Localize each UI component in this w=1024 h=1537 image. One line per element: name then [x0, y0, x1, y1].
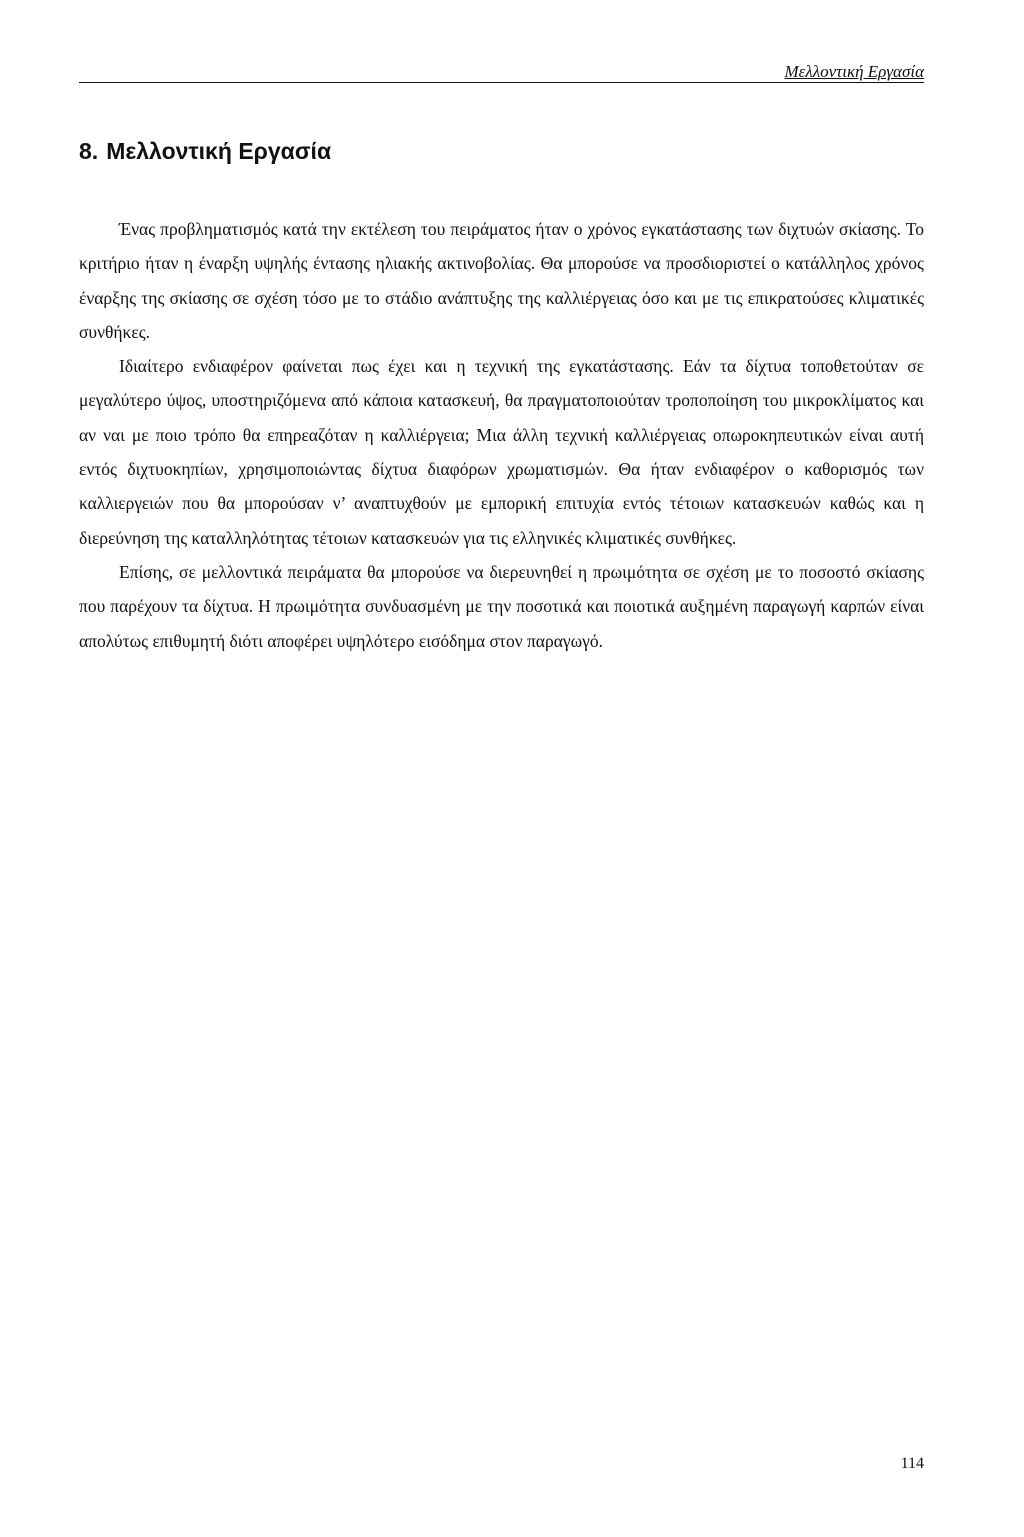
running-header — [79, 62, 924, 83]
paragraph-2: Ιδιαίτερο ενδιαφέρον φαίνεται πως έχει και η τεχνική της εγκατάστασης. Εάν τα δίχτυα τοποθετούταν σε μεγαλύτερο ύψος, υποστηριζόμενα από κάποια κατασκευή, θα πραγματοποιούταν τροποποίηση του μικροκλίματος και αν ναι με ποιο τρόπο θα επηρεαζόταν η καλλιέργεια; Μια άλλη τεχνική καλλιέργειας οπωροκηπευτικών είναι αυτή εντός διχτυοκηπίων, χρησιμοποιώντας δίχτυα διαφόρων χρωματισμών. Θα ήταν ενδιαφέρον ο καθορισμός των καλλιεργειών που θα μπορούσαν ν’ αναπτυχθούν με εμπορική επιτυχία εντός τέτοιων κατασκευών καθώς και η διερεύνηση της καταλληλότητας τέτοιων κατασκευών για τις ελληνικές κλιματικές συνθήκες. — [79, 356, 924, 548]
running-header-title: Μελλοντική Εργασία — [784, 62, 924, 81]
paragraph-1: Ένας προβληματισμός κατά την εκτέλεση του πειράματος ήταν ο χρόνος εγκατάστασης των διχτυών σκίασης. Το κριτήριο ήταν η έναρξη υψηλής έντασης ηλιακής ακτινοβολίας. Θα μπορούσε να προσδιοριστεί ο κατάλληλος χρόνος έναρξης της σκίασης σε σχέση τόσο με το στάδιο ανάπτυξης της καλλιέργειας όσο και με τις επικρατούσες κλιματικές συνθήκες. — [79, 219, 924, 342]
paragraph-3: Επίσης, σε μελλοντικά πειράματα θα μπορούσε να διερευνηθεί η πρωιμότητα σε σχέση με το ποσοστό σκίασης που παρέχουν τα δίχτυα. Η πρωιμότητα συνδυασμένη με την ποσοτικά και ποιοτικά αυξημένη παραγωγή καρπών είναι απολύτως επιθυμητή διότι αποφέρει υψηλότερο εισόδημα στον παραγωγό. — [79, 561, 924, 651]
section-title-text: Μελλοντική Εργασία — [106, 138, 332, 164]
section-title — [79, 136, 331, 166]
page-number: 114 — [900, 1455, 924, 1472]
section-number: 8. — [79, 138, 99, 164]
body-text — [79, 212, 924, 658]
